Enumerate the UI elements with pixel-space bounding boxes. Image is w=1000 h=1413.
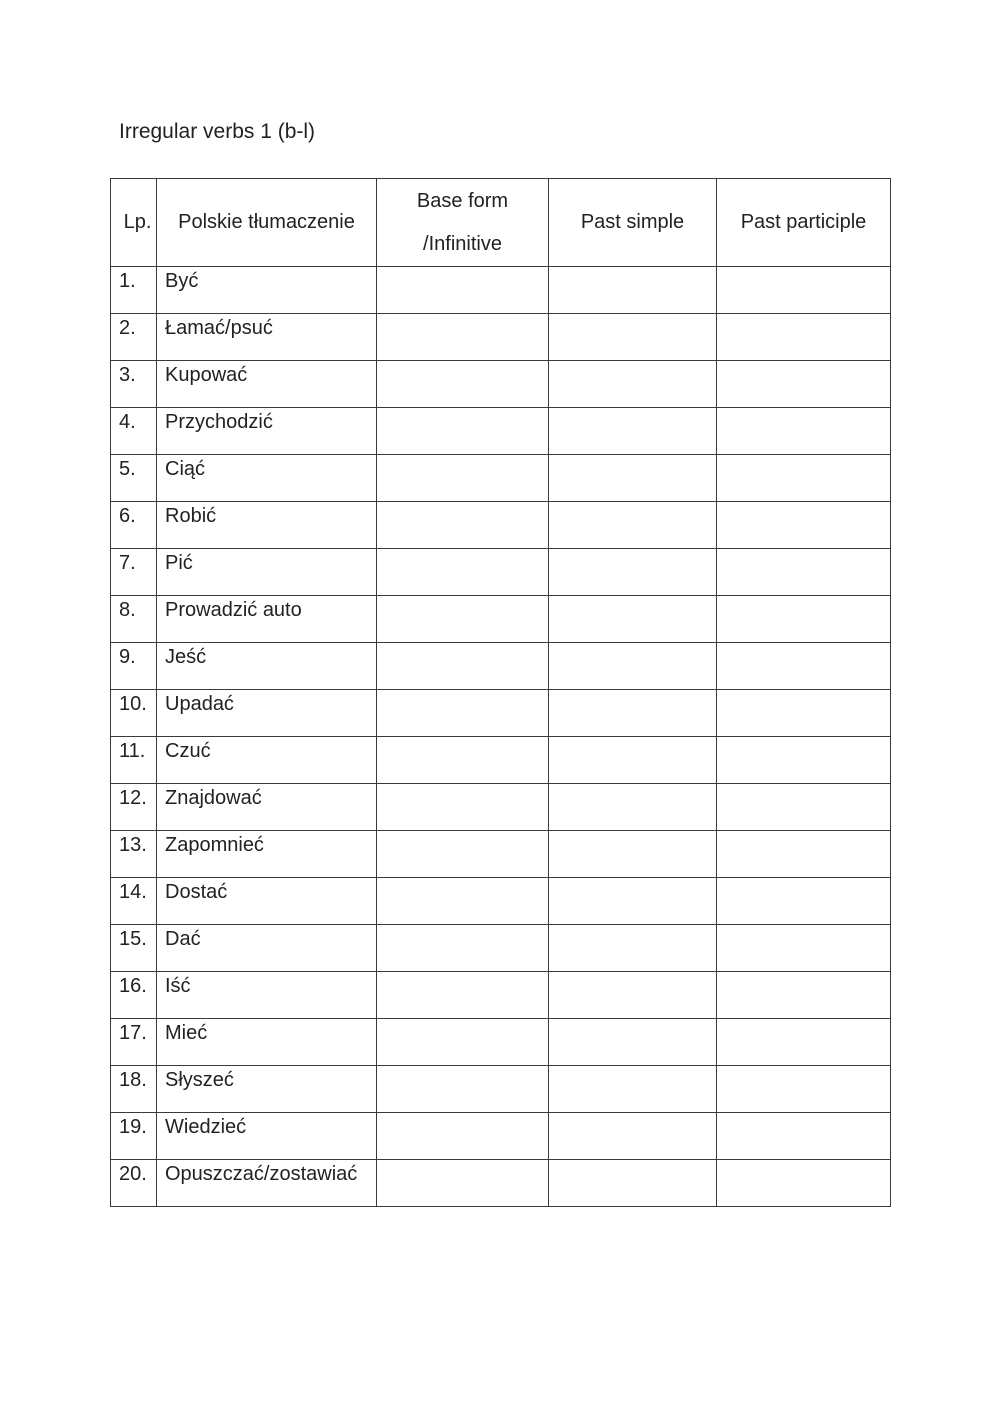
header-base-form-line2: /Infinitive <box>423 232 502 255</box>
base-form-cell[interactable] <box>377 1066 549 1113</box>
row-number: 2. <box>111 314 157 361</box>
past-participle-cell[interactable] <box>717 878 891 925</box>
past-participle-cell[interactable] <box>717 1113 891 1160</box>
base-form-cell[interactable] <box>377 690 549 737</box>
polish-translation-cell: Pić <box>157 549 377 596</box>
base-form-cell[interactable] <box>377 1113 549 1160</box>
polish-translation-cell: Być <box>157 267 377 314</box>
polish-translation-cell: Mieć <box>157 1019 377 1066</box>
row-number: 5. <box>111 455 157 502</box>
past-simple-cell[interactable] <box>549 1066 717 1113</box>
past-simple-cell[interactable] <box>549 408 717 455</box>
table-row <box>111 737 891 784</box>
table-row <box>111 502 891 549</box>
past-simple-cell[interactable] <box>549 878 717 925</box>
past-simple-cell[interactable] <box>549 925 717 972</box>
past-participle-cell[interactable] <box>717 361 891 408</box>
row-number: 20. <box>111 1160 157 1207</box>
past-participle-cell[interactable] <box>717 925 891 972</box>
past-participle-cell[interactable] <box>717 408 891 455</box>
polish-translation-cell: Słyszeć <box>157 1066 377 1113</box>
header-past-simple: Past simple <box>549 179 717 267</box>
base-form-cell[interactable] <box>377 831 549 878</box>
table-row <box>111 549 891 596</box>
table-row <box>111 361 891 408</box>
row-number: 19. <box>111 1113 157 1160</box>
past-simple-cell[interactable] <box>549 1160 717 1207</box>
past-simple-cell[interactable] <box>549 267 717 314</box>
base-form-cell[interactable] <box>377 878 549 925</box>
past-simple-cell[interactable] <box>549 737 717 784</box>
table-row <box>111 267 891 314</box>
row-number: 17. <box>111 1019 157 1066</box>
past-participle-cell[interactable] <box>717 314 891 361</box>
table-row <box>111 831 891 878</box>
past-participle-cell[interactable] <box>717 549 891 596</box>
table-row <box>111 972 891 1019</box>
polish-translation-cell: Znajdować <box>157 784 377 831</box>
past-simple-cell[interactable] <box>549 1113 717 1160</box>
past-simple-cell[interactable] <box>549 1019 717 1066</box>
base-form-cell[interactable] <box>377 314 549 361</box>
row-number: 8. <box>111 596 157 643</box>
base-form-cell[interactable] <box>377 502 549 549</box>
row-number: 13. <box>111 831 157 878</box>
base-form-cell[interactable] <box>377 784 549 831</box>
row-number: 4. <box>111 408 157 455</box>
header-base-form-line1: Base form <box>416 189 509 212</box>
past-simple-cell[interactable] <box>549 361 717 408</box>
table-row <box>111 408 891 455</box>
past-simple-cell[interactable] <box>549 690 717 737</box>
base-form-cell[interactable] <box>377 361 549 408</box>
polish-translation-cell: Robić <box>157 502 377 549</box>
past-simple-cell[interactable] <box>549 972 717 1019</box>
table-body <box>111 267 891 1207</box>
past-simple-cell[interactable] <box>549 549 717 596</box>
polish-translation-cell: Ciąć <box>157 455 377 502</box>
base-form-cell[interactable] <box>377 596 549 643</box>
past-participle-cell[interactable] <box>717 831 891 878</box>
past-participle-cell[interactable] <box>717 1066 891 1113</box>
row-number: 16. <box>111 972 157 1019</box>
polish-translation-cell: Kupować <box>157 361 377 408</box>
past-simple-cell[interactable] <box>549 502 717 549</box>
polish-translation-cell: Czuć <box>157 737 377 784</box>
polish-translation-cell: Prowadzić auto <box>157 596 377 643</box>
base-form-cell[interactable] <box>377 925 549 972</box>
polish-translation-cell: Upadać <box>157 690 377 737</box>
irregular-verbs-table <box>110 178 891 1207</box>
polish-translation-cell: Dać <box>157 925 377 972</box>
past-participle-cell[interactable] <box>717 972 891 1019</box>
header-number: Lp. <box>111 179 157 267</box>
polish-translation-cell: Wiedzieć <box>157 1113 377 1160</box>
table-row <box>111 455 891 502</box>
table-row <box>111 314 891 361</box>
base-form-cell[interactable] <box>377 737 549 784</box>
past-simple-cell[interactable] <box>549 643 717 690</box>
table-row <box>111 596 891 643</box>
row-number: 12. <box>111 784 157 831</box>
polish-translation-cell: Dostać <box>157 878 377 925</box>
past-simple-cell[interactable] <box>549 455 717 502</box>
past-simple-cell[interactable] <box>549 784 717 831</box>
table-row <box>111 878 891 925</box>
past-simple-cell[interactable] <box>549 596 717 643</box>
row-number: 15. <box>111 925 157 972</box>
past-simple-cell[interactable] <box>549 314 717 361</box>
table-row <box>111 643 891 690</box>
header-past-participle: Past participle <box>717 179 891 267</box>
base-form-cell[interactable] <box>377 972 549 1019</box>
row-number: 1. <box>111 267 157 314</box>
past-participle-cell[interactable] <box>717 784 891 831</box>
past-participle-cell[interactable] <box>717 643 891 690</box>
row-number: 6. <box>111 502 157 549</box>
polish-translation-cell: Łamać/psuć <box>157 314 377 361</box>
past-participle-cell[interactable] <box>717 455 891 502</box>
polish-translation-cell: Przychodzić <box>157 408 377 455</box>
polish-translation-cell: Jeść <box>157 643 377 690</box>
past-participle-cell[interactable] <box>717 596 891 643</box>
page-title: Irregular verbs 1 (b-l) <box>119 120 316 143</box>
table-header-row <box>111 179 891 267</box>
base-form-cell[interactable] <box>377 408 549 455</box>
row-number: 3. <box>111 361 157 408</box>
row-number: 18. <box>111 1066 157 1113</box>
table-row <box>111 1113 891 1160</box>
table-row <box>111 1019 891 1066</box>
base-form-cell[interactable] <box>377 267 549 314</box>
row-number: 9. <box>111 643 157 690</box>
polish-translation-cell: Zapomnieć <box>157 831 377 878</box>
table-row <box>111 690 891 737</box>
past-participle-cell[interactable] <box>717 737 891 784</box>
base-form-cell[interactable] <box>377 1160 549 1207</box>
polish-translation-cell: Opuszczać/zostawiać <box>157 1160 377 1207</box>
row-number: 7. <box>111 549 157 596</box>
base-form-cell[interactable] <box>377 1019 549 1066</box>
table-row <box>111 1066 891 1113</box>
past-participle-cell[interactable] <box>717 1160 891 1207</box>
polish-translation-cell: Iść <box>157 972 377 1019</box>
row-number: 11. <box>111 737 157 784</box>
header-polish-translation: Polskie tłumaczenie <box>157 179 377 267</box>
base-form-cell[interactable] <box>377 455 549 502</box>
past-simple-cell[interactable] <box>549 831 717 878</box>
row-number: 14. <box>111 878 157 925</box>
base-form-cell[interactable] <box>377 549 549 596</box>
past-participle-cell[interactable] <box>717 1019 891 1066</box>
base-form-cell[interactable] <box>377 643 549 690</box>
table-row <box>111 1160 891 1207</box>
past-participle-cell[interactable] <box>717 267 891 314</box>
past-participle-cell[interactable] <box>717 690 891 737</box>
header-base-form <box>377 179 549 267</box>
table-row <box>111 784 891 831</box>
table-row <box>111 925 891 972</box>
past-participle-cell[interactable] <box>717 502 891 549</box>
row-number: 10. <box>111 690 157 737</box>
